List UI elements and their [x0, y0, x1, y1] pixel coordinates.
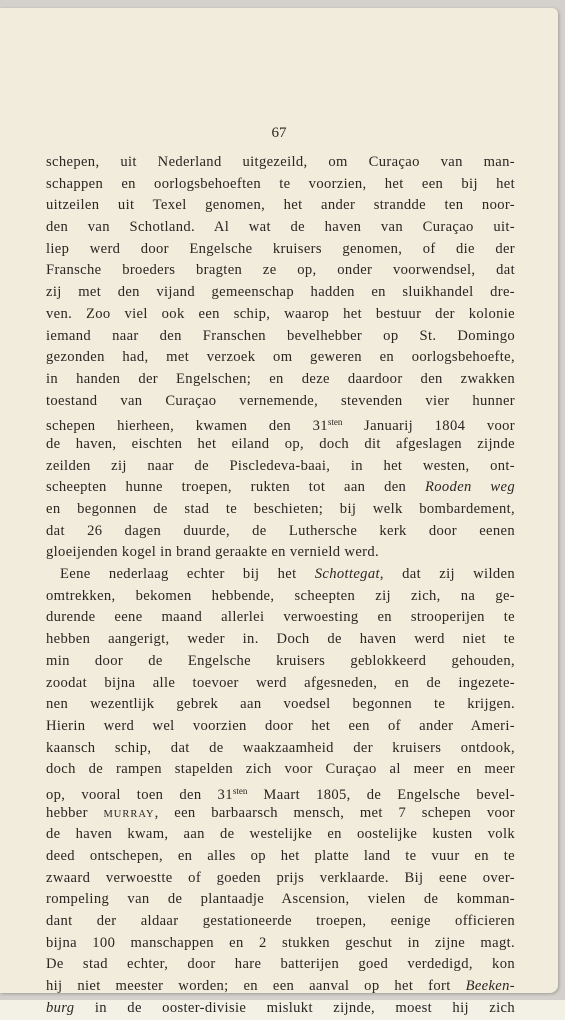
text-line: gezonden had, met verzoek om geweren en oorlogsbehoefte,: [46, 349, 515, 366]
text-line: op, vooral toen den $31^{sten}$ Maart 1805, de Engelsche bevel-: [46, 785, 515, 803]
text-line: De stad echter, door hare batterijen goed verdedigd, kon: [46, 956, 515, 973]
text-line: deed ontschepen, en alles op het platte land te vuur en te: [46, 848, 515, 864]
text-line: hebben aangerigt, weder in. Doch de haven werd niet te: [46, 631, 515, 648]
text-line: toestand van Curaçao vernemende, stevenden vier hunner: [46, 392, 515, 409]
superscript: sten: [327, 417, 343, 428]
text-line: schepen hierheen, kwamen den $31^{sten}$ Januarij 1804 voor: [46, 417, 516, 435]
text-line: schepen, uit Nederland uitgezeild, om Curaçao van man-: [46, 154, 515, 170]
text-line: hij niet meester worden; en een aanval op het fort Beeken-: [46, 978, 515, 995]
text-line: zij met den vijand gemeenschap hadden en sluikhandel dre-: [46, 284, 515, 301]
text-line: doch de rampen stapelden zich voor Curaçao al meer en meer: [46, 761, 515, 778]
text-line: schappen en oorlogsbehoeften te voorzien, het een bij het: [46, 175, 515, 192]
text-line: den van Schotland. Al wat de haven van Curaçao uit-: [46, 219, 515, 236]
small-caps-name: MURRAY: [103, 808, 155, 820]
text-line: gloeijenden kogel in brand geraakte en vernield werd.: [46, 544, 379, 561]
text-line: Fransche broeders bragten ze op, onder voorwendsel, dat: [46, 262, 515, 279]
text-line: de haven kwam, aan de westelijke en oostelijke kusten volk: [46, 826, 515, 843]
italic-place-name: Schottegat: [314, 566, 380, 583]
text-line: kaansch schip, dat de waakzaamheid der kruisers ontdook,: [46, 739, 515, 756]
superscript: sten: [232, 785, 248, 796]
page-sheet: [0, 8, 558, 1016]
page-number: 67: [271, 125, 287, 141]
text-line: uitzeilen uit Texel genomen, het ander strandde ten noor-: [46, 197, 515, 214]
body-text: [46, 152, 515, 1020]
text-line: burg in de ooster-divisie mislukt zijnde, moest hij zich: [46, 999, 515, 1016]
text-line: ven. Zoo viel ook een schip, waarop het bestuur der kolonie: [46, 305, 515, 322]
text-line: bijna 100 manschappen en 2 stukken geschut in zijne magt.: [46, 934, 515, 951]
text-line: min door de Engelsche kruisers geblokkeerd gehouden,: [46, 652, 515, 669]
text-line: in handen der Engelschen; en deze daardoor den zwakken: [46, 370, 515, 387]
text-line: dant der aldaar gestationeerde troepen, eenige officieren: [46, 913, 515, 930]
text-line: omtrekken, bekomen hebbende, scheepten zij zich, na ge-: [46, 587, 515, 604]
text-line: de haven, eischten het eiland op, doch dit afgeslagen zijnde: [46, 435, 515, 452]
text-line: liep werd door Engelsche kruisers genomen, of die der: [46, 240, 515, 257]
text-line: zeilden zij naar de Piscledeva-baai, in het westen, ont-: [46, 457, 515, 474]
italic-place-name: Rooden weg: [424, 479, 515, 496]
text-line: nen wezentlijk gebrek aan voedsel begonnen te krijgen.: [46, 696, 515, 713]
text-line: durende eene maand allerlei verwoesting en strooperijen te: [46, 609, 515, 626]
text-line: en begonnen de stad te beschieten; bij welk bombardement,: [46, 501, 515, 517]
text-line: Eene nederlaag echter bij het Schottegat, dat zij wilden: [60, 566, 515, 583]
text-line: dat 26 dagen duurde, de Luthersche kerk door eenen: [46, 522, 515, 539]
italic-place-name: burg: [46, 999, 75, 1016]
text-line: iemand naar den Franschen bevelhebber op St. Domingo: [46, 327, 515, 344]
italic-place-name: Beeken-: [465, 978, 515, 995]
text-line: Hierin werd wel voorzien door het een of ander Ameri-: [46, 717, 515, 734]
text-line: hebber MURRAY, een barbaarsch mensch, met 7 schepen voor: [46, 804, 515, 821]
text-line: scheepten hunne troepen, rukten tot aan den Rooden weg: [46, 479, 515, 496]
text-line: rompeling van de plantaadje Ascension, vielen de komman-: [46, 891, 515, 908]
text-line: zwaard verwoestte of goeden prijs verklaarde. Bij eene over-: [46, 869, 515, 886]
text-line: zoodat bijna alle toevoer werd afgesneden, en de ingezete-: [46, 674, 515, 691]
